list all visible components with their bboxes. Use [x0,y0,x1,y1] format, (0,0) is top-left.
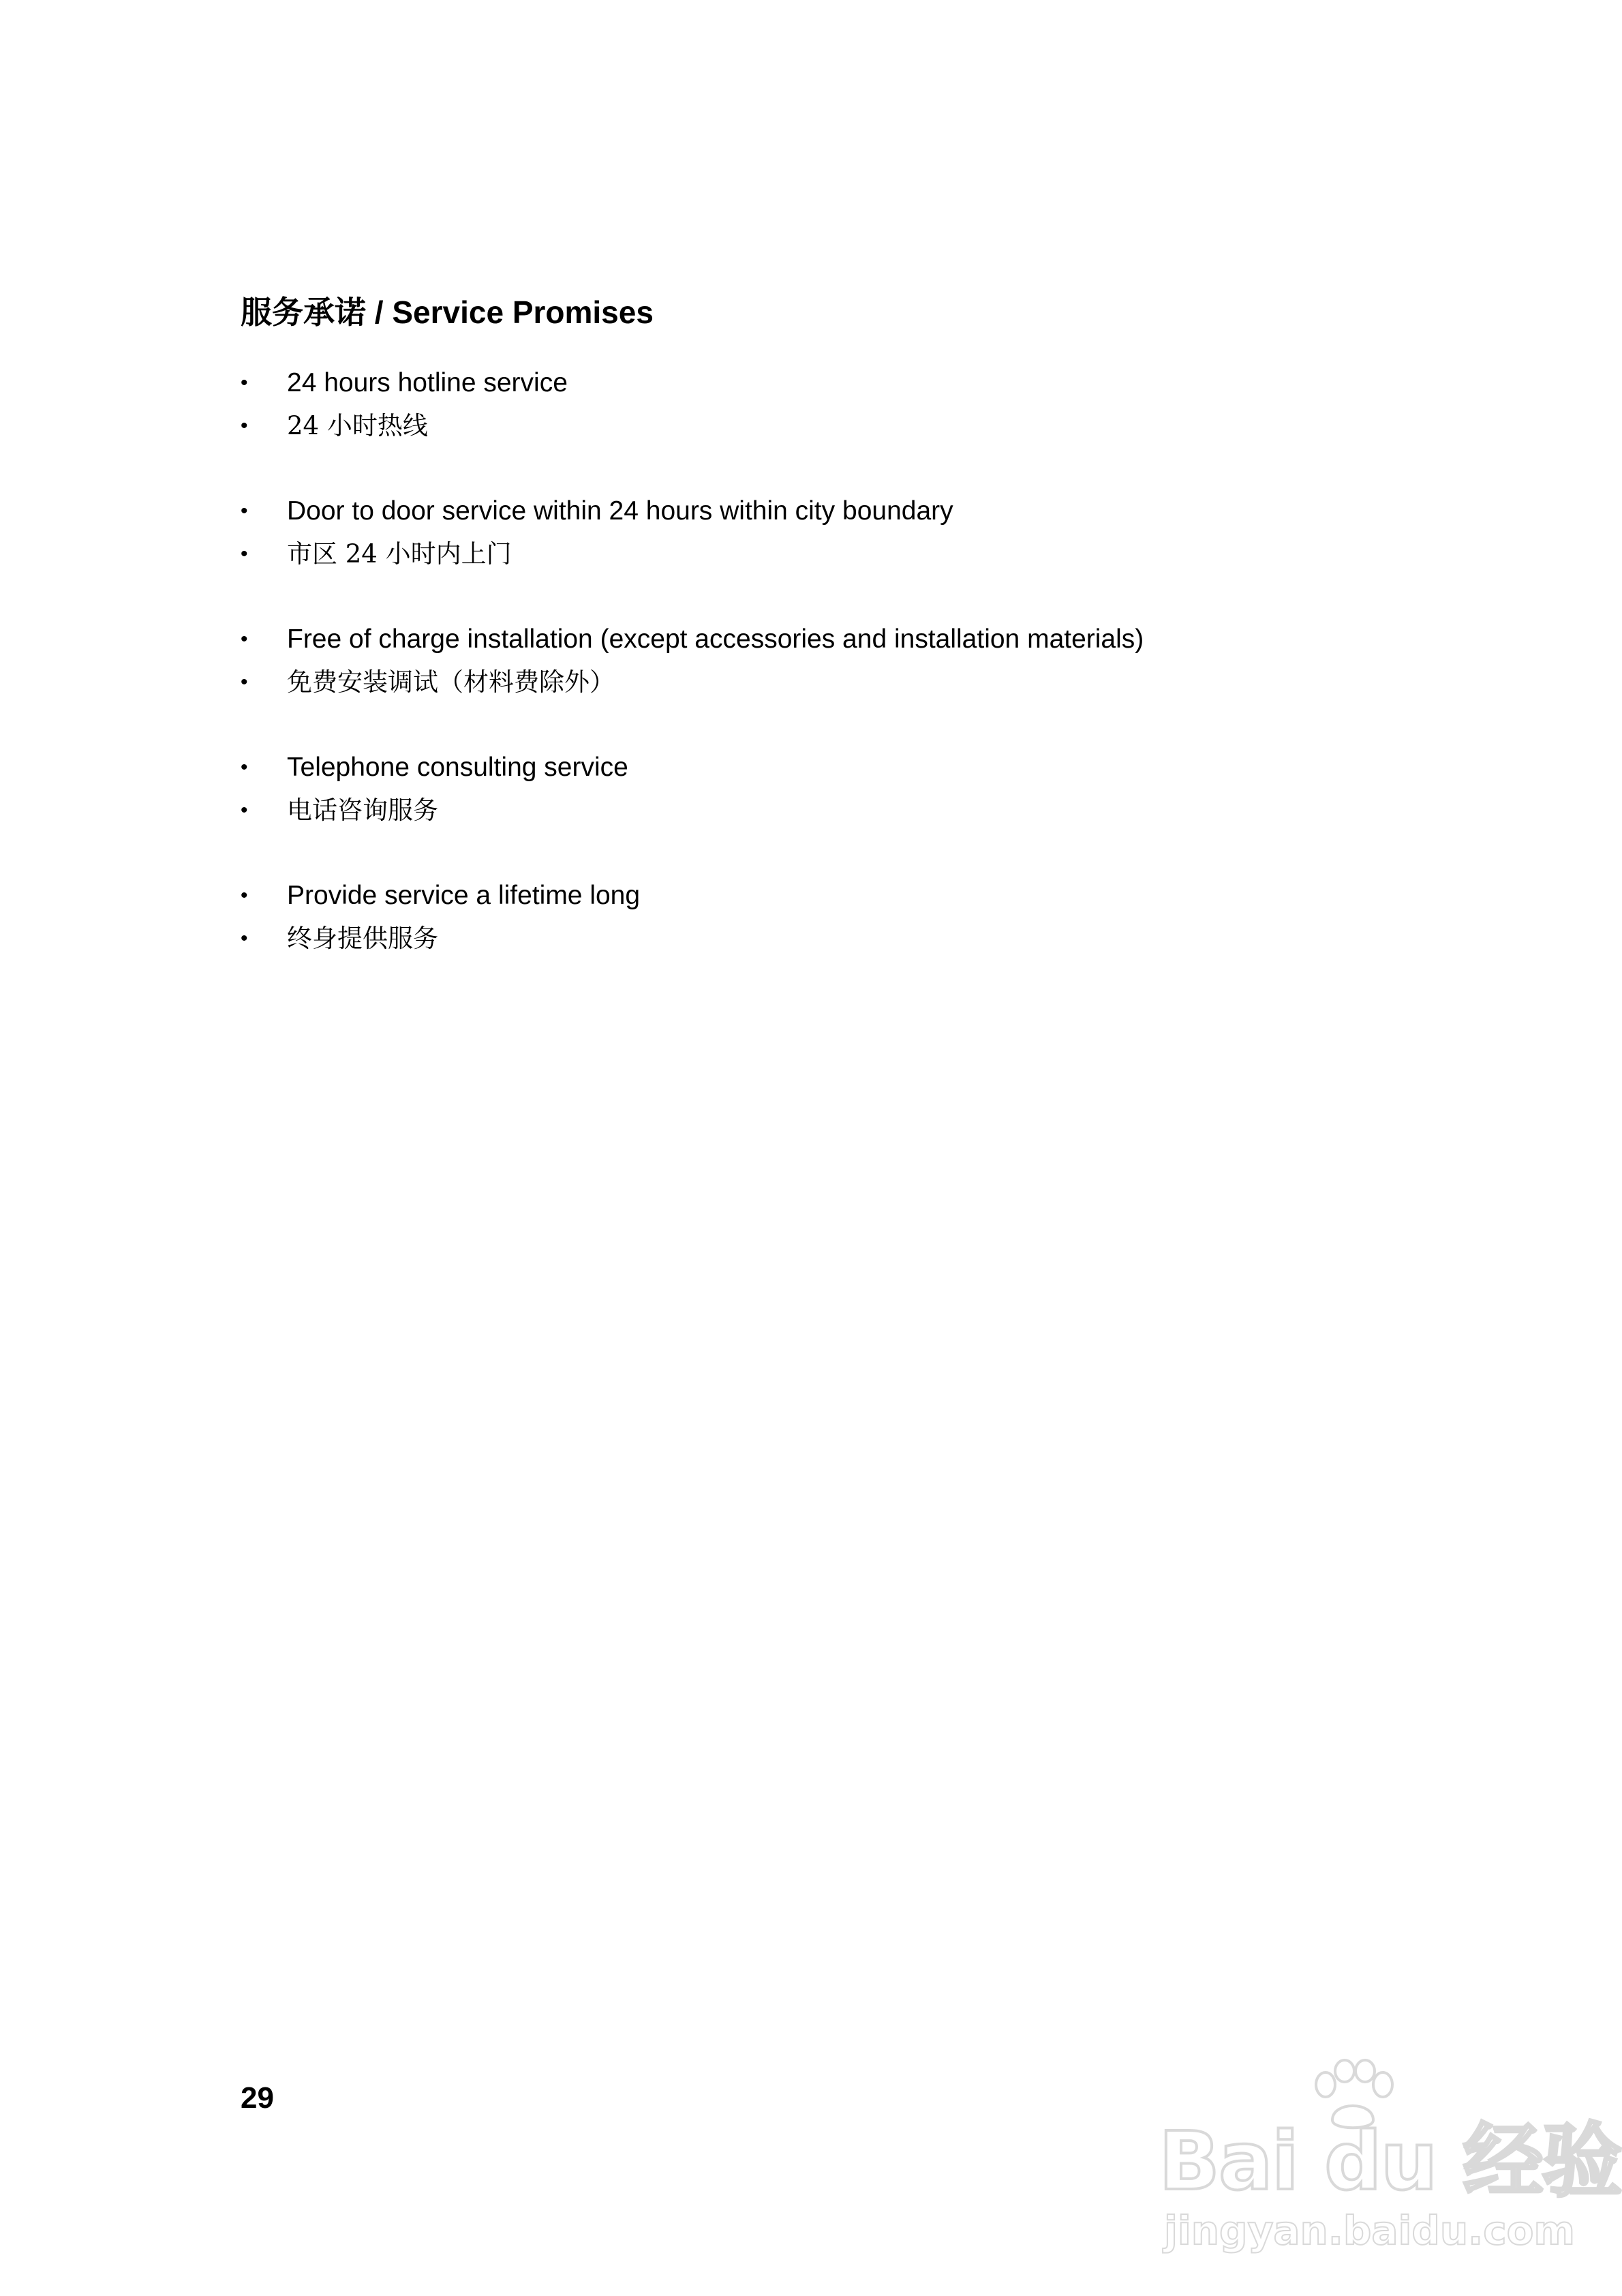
list-item [241,917,1535,960]
baidu-jingyan-watermark [1159,2059,1621,2254]
list-item [241,874,1535,917]
bullet-icon: • [241,628,248,650]
promise-text-zh: 24 小时热线 [287,411,428,440]
promise-text-en: Telephone consulting service [287,753,628,782]
bullet-icon: • [241,884,248,907]
promise-text-en: Provide service a lifetime long [287,881,641,910]
page-number: 29 [241,2081,274,2115]
promise-text-zh: 市区 24 小时内上门 [287,539,512,569]
promise-group [241,746,1535,832]
promise-text-zh: 免费安装调试（材料费除外） [287,667,615,697]
bullet-icon: • [241,671,248,693]
bullet-icon: • [241,414,248,437]
watermark-brand: Bai du 经验 [1159,2114,1621,2208]
promise-text-zh: 终身提供服务 [287,924,438,953]
promise-text-zh: 电话咨询服务 [287,796,438,825]
bullet-icon: • [241,372,248,394]
promise-text-en: Free of charge installation (except accessories and installation materials) [287,624,1144,654]
list-item [241,618,1535,661]
list-item [241,489,1535,532]
bullet-icon: • [241,756,248,779]
list-item [241,661,1535,704]
list-item [241,746,1535,789]
list-item [241,789,1535,832]
promise-group [241,489,1535,575]
watermark-url: jingyan.baidu.com [1164,2207,1575,2254]
page-title: 服务承诺 / Service Promises [241,294,654,330]
promise-group [241,874,1535,960]
list-item [241,404,1535,447]
bullet-icon: • [241,500,248,522]
bullet-icon: • [241,927,248,950]
promise-group [241,361,1535,447]
bullet-icon: • [241,543,248,565]
list-item [241,361,1535,404]
promise-group [241,618,1535,704]
bullet-icon: • [241,799,248,821]
list-item [241,532,1535,575]
promise-text-en: 24 hours hotline service [287,368,568,397]
service-promise-list [241,361,1535,1002]
promise-text-en: Door to door service within 24 hours within city boundary [287,496,953,526]
